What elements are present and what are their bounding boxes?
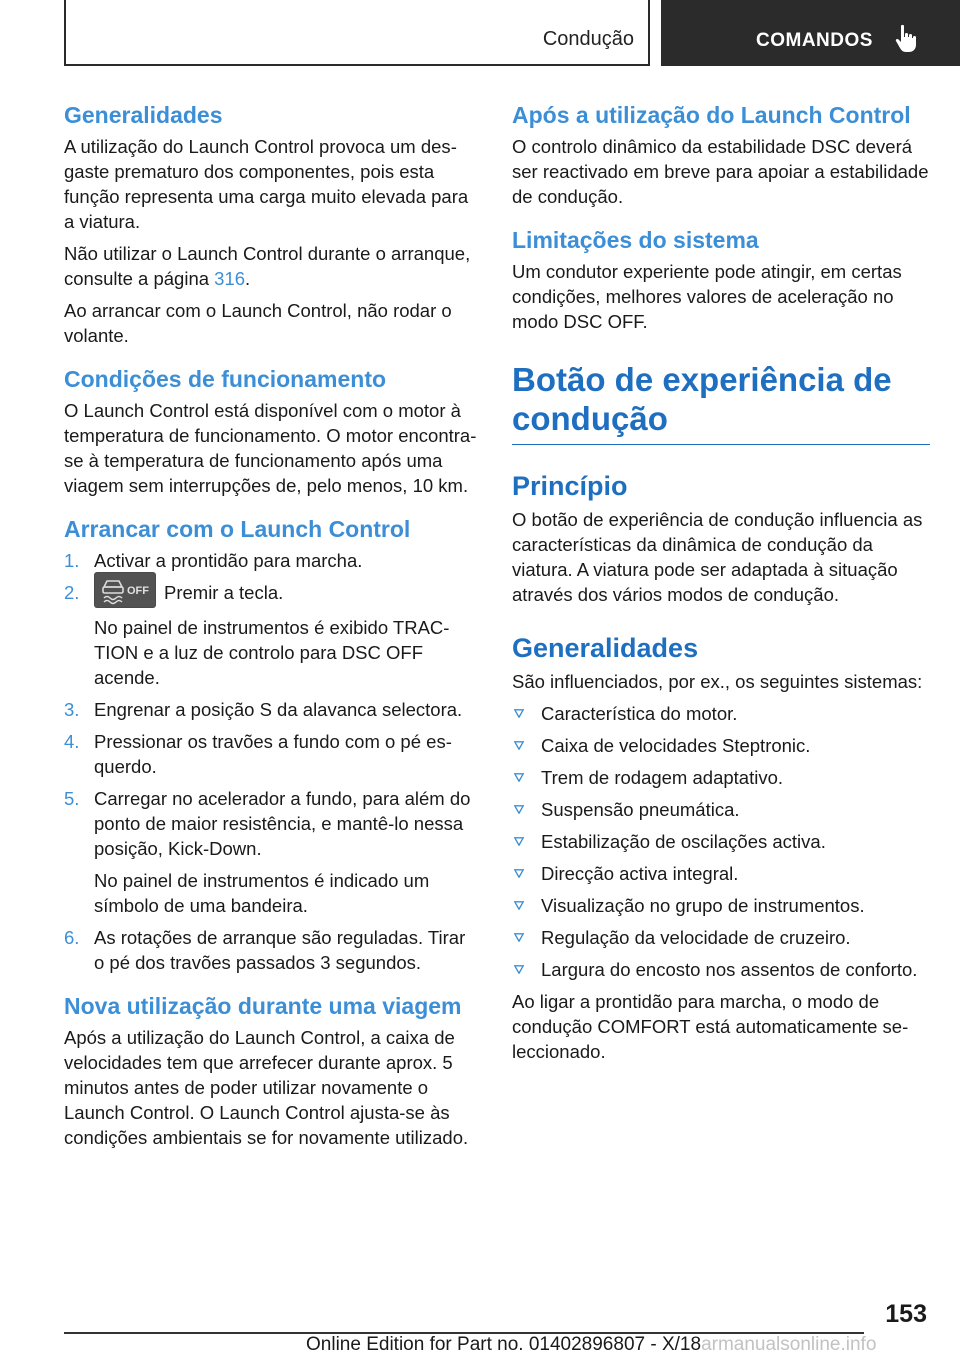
watermark: armanualsonline.info xyxy=(701,1334,877,1355)
paragraph-no-use-startup: Não utilizar o Launch Control durante o arranque, consulte a página 316. xyxy=(64,243,471,289)
paragraph-new-use: Após a utilização do Launch Control, a caixa de velocidades tem que arrefecer durante aprox. 5 minutos antes de poder utilizar novamente o Launch Control. O Launch Control ajusta-se às condições ambientais se for novamente utilizado. xyxy=(64,1027,469,1149)
paragraph-conditions: O Launch Control está disponível com o motor à temperatura de funcionamento. O motor encontra-se à temperatura de funcionamento após uma viagem sem interrupções de, pelo menos, 10 km. xyxy=(64,400,477,496)
launch-steps-list xyxy=(64,548,480,975)
list-item: 3. Engrenar a posição S da alavanca selectora. xyxy=(64,699,463,721)
triangle-bullet-icon xyxy=(514,901,524,910)
header-section-title: Condução xyxy=(542,28,634,50)
influenced-systems-list xyxy=(512,701,930,982)
heading-new-use: Nova utilização durante uma viagem xyxy=(64,993,462,1020)
list-item: Regulação da velocidade de cruzeiro. xyxy=(512,925,930,950)
list-item: Largura do encosto nos assentos de conforto. xyxy=(512,957,930,982)
list-item: Visualização no grupo de instrumentos. xyxy=(512,893,930,918)
heading-limits: Limitações do sistema xyxy=(512,227,759,253)
header-chapter-label: COMANDOS xyxy=(756,30,873,51)
list-item: 4. Pressionar os travões a fundo com o pé esquerdo. xyxy=(64,731,452,778)
heading-generalidades-2: Generalidades xyxy=(512,633,699,663)
list-item: Característica do motor. xyxy=(512,701,930,726)
paragraph-wear-warning: A utilização do Launch Control provoca um desgaste prematuro dos componentes, pois esta função representa uma carga muito elevada para a viatura. xyxy=(64,136,469,232)
paragraph-principle: O botão de experiência de condução influencia as características da dinâmica de condução da viatura. A viatura pode ser adaptada à situação através dos vários modos de condução. xyxy=(512,509,923,605)
dsc-off-button-icon xyxy=(94,572,156,608)
svg-text:OFF: OFF xyxy=(127,585,149,598)
heading-principle: Princípio xyxy=(512,471,628,501)
triangle-bullet-icon xyxy=(514,773,524,782)
list-item: Direcção activa integral. xyxy=(512,861,930,886)
list-item: 6. As rotações de arranque são reguladas. Tirar o pé dos travões passados 3 segundos. xyxy=(64,927,466,974)
paragraph-comfort-mode: Ao ligar a prontidão para marcha, o modo de condução COMFORT está automaticamente seleccionado. xyxy=(512,991,909,1062)
left-column xyxy=(64,100,480,1157)
header-section-box xyxy=(64,0,650,66)
list-item: Caixa de velocidades Steptronic. xyxy=(512,733,930,758)
list-item: 5. Carregar no acelerador a fundo, para além do ponto de maior resistência, e mantê-lo nessa posição, Kick-Down. No painel de instrumentos é indicado um símbolo de uma bandeira. xyxy=(64,788,471,917)
triangle-bullet-icon xyxy=(514,837,524,846)
right-column xyxy=(512,100,930,1071)
triangle-bullet-icon xyxy=(514,965,524,974)
paragraph-systems-intro: São influenciados, por ex., os seguintes sistemas: xyxy=(512,671,923,692)
triangle-bullet-icon xyxy=(514,869,524,878)
triangle-bullet-icon xyxy=(514,709,524,718)
list-item: 1. Activar a prontidão para marcha. xyxy=(64,550,363,571)
list-item: Suspensão pneumática. xyxy=(512,797,930,822)
heading-after-use: Após a utilização do Launch Control xyxy=(512,102,911,128)
page-link-316[interactable]: 316 xyxy=(214,268,246,289)
header-chapter-tab xyxy=(661,0,960,66)
triangle-bullet-icon xyxy=(514,741,524,750)
triangle-bullet-icon xyxy=(514,933,524,942)
paragraph-limits: Um condutor experiente pode atingir, em certas condições, melhores valores de aceleração no modo DSC OFF. xyxy=(512,261,902,332)
list-item: Estabilização de oscilações activa. xyxy=(512,829,930,854)
footer-edition: Online Edition for Part no. 01402896807 - X/18armanualsonline.info xyxy=(306,1334,877,1355)
heading-start-launch: Arrancar com o Launch Control xyxy=(64,516,411,542)
list-item: Trem de rodagem adaptativo. xyxy=(512,765,930,790)
heading-generalidades: Generalidades xyxy=(64,102,223,128)
paragraph-after-use: O controlo dinâmico da estabilidade DSC deverá ser reactivado em breve para apoiar a estabilidade de condução. xyxy=(512,136,929,207)
heading-conditions: Condições de funcionamento xyxy=(64,366,387,392)
paragraph-steering: Ao arrancar com o Launch Control, não rodar o volante. xyxy=(64,300,452,346)
hand-pointer-icon xyxy=(894,24,920,54)
list-item: 2. OFF Premir a tecla. No painel de instrumentos é exibido TRACTION e a luz de controlo para DSC OFF acende. xyxy=(64,580,480,690)
page-number: 153 xyxy=(885,1300,927,1328)
chapter-title: Botão de experiência de condução xyxy=(512,360,930,445)
triangle-bullet-icon xyxy=(514,805,524,814)
